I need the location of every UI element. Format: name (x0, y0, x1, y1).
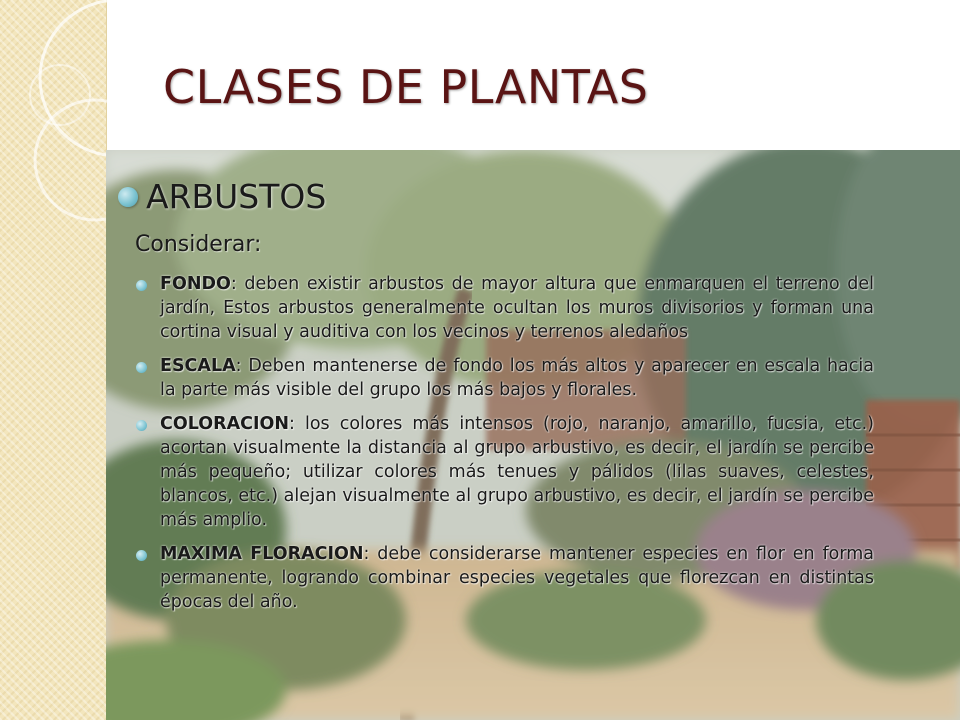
list-item (132, 272, 874, 344)
bullet-icon (136, 280, 147, 291)
item-term: COLORACION (160, 414, 290, 434)
item-text: : deben existir arbustos de mayor altura que enmarquen el terreno del jardín, Estos arbustos generalmente ocultan los muros divisorios y forman una cortina visual y auditiva con los vecinos y terrenos aledaños (160, 274, 874, 342)
list-item (132, 542, 874, 614)
main-bullet-row (118, 177, 326, 216)
bullet-icon (136, 420, 147, 431)
list-item (132, 354, 874, 402)
bullet-icon (136, 550, 147, 561)
section-heading: ARBUSTOS (146, 177, 327, 216)
subheading: Considerar: (135, 232, 262, 257)
item-text: : Deben mantenerse de fondo los más altos y aparecer en escala hacia la parte más visible del grupo los más bajos y florales. (160, 356, 874, 400)
item-term: MAXIMA FLORACION (160, 544, 364, 564)
list-item (132, 412, 874, 532)
item-text: : los colores más intensos (rojo, naranjo, amarillo, fucsia, etc.) acortan visualmente la distancia al grupo arbustivo, es decir, el jardín se percibe más pequeño; utilizar colores más tenues y pálidos (lilas suaves, celestes, blancos, etc.) alejan visualmente al grupo arbustivo, es decir, el jardín se percibe más amplio. (160, 414, 874, 530)
item-term: FONDO (160, 274, 231, 294)
item-text: : debe considerarse mantener especies en flor en forma permanente, logrando combinar especies vegetales que florezcan en distintas épocas del año. (160, 544, 874, 612)
item-term: ESCALA (160, 356, 236, 376)
slide-title: CLASES DE PLANTAS (163, 60, 649, 114)
bullet-icon (118, 187, 138, 207)
criteria-list (132, 272, 874, 624)
bullet-icon (136, 362, 147, 373)
